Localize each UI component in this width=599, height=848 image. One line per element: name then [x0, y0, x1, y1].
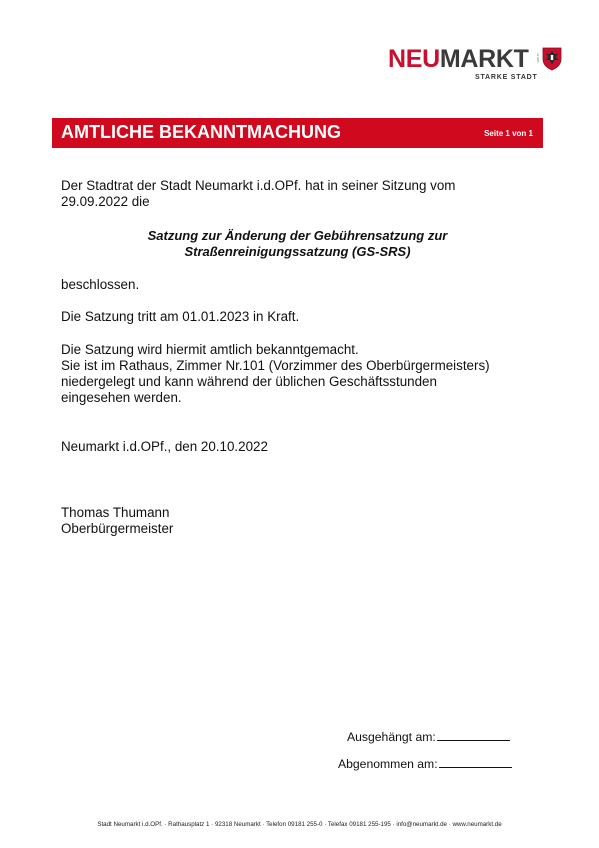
statute-title-line-1: Satzung zur Änderung der Gebührensatzung zur — [147, 228, 448, 243]
logo-small-text: i.d.OPf. — [536, 53, 540, 64]
page-indicator: Seite 1 von 1 — [484, 129, 533, 138]
removed-date-blank — [439, 756, 512, 768]
removed-label: Abgenommen am: — [338, 757, 438, 771]
signer-name: Thomas Thumann — [61, 505, 170, 520]
logo-wordmark-dark: MARKT — [439, 45, 529, 73]
intro-line-2: 29.09.2022 die — [61, 194, 150, 209]
city-crest-icon — [542, 47, 562, 71]
announcement-banner — [52, 118, 543, 148]
effective-date-text: Die Satzung tritt am 01.01.2023 in Kraft. — [61, 309, 300, 324]
logo-wordmark-red: NEU — [388, 45, 440, 73]
announce-line-4: eingesehen werden. — [61, 390, 182, 405]
announce-line-2: Sie ist im Rathaus, Zimmer Nr.101 (Vorzimmer des Oberbürgermeisters) — [61, 358, 490, 373]
city-logo — [388, 45, 564, 87]
posted-label: Ausgehängt am: — [347, 730, 436, 744]
intro-line-1: Der Stadtrat der Stadt Neumarkt i.d.OPf. hat in seiner Sitzung vom — [61, 178, 456, 193]
announce-line-3: niedergelegt und kann während der üblichen Geschäftsstunden — [61, 374, 437, 389]
footer-contact-line: Stadt Neumarkt i.d.OPf. · Rathausplatz 1 · 92318 Neumarkt · Telefon 09181 255-0 · Telefax 09181 255-195 · info@neumarkt.de · www.neumarkt.de — [97, 821, 502, 828]
posted-field — [347, 729, 510, 744]
signer-title: Oberbürgermeister — [61, 521, 174, 536]
banner-title: AMTLICHE BEKANNTMACHUNG — [61, 122, 341, 142]
place-and-date: Neumarkt i.d.OPf., den 20.10.2022 — [61, 439, 268, 454]
announce-line-1: Die Satzung wird hiermit amtlich bekanntgemacht. — [61, 342, 359, 357]
removed-field — [338, 756, 512, 771]
resolved-text: beschlossen. — [61, 277, 140, 292]
logo-wordmark — [388, 45, 529, 73]
posted-date-blank — [437, 729, 510, 741]
statute-title-line-2: Straßenreinigungssatzung (GS-SRS) — [184, 244, 411, 259]
logo-tagline: STARKE STADT — [475, 74, 538, 81]
